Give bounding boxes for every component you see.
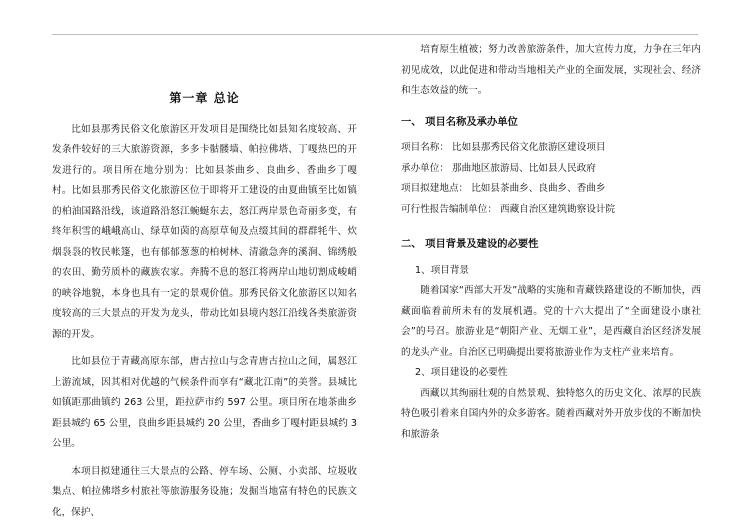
project-name-line: 项目名称： 比如县那秀民俗文化旅游区建设项目 bbox=[401, 142, 606, 153]
chapter-title: 第一章 总论 bbox=[169, 91, 240, 105]
location-line: 项目拟建地点： 比如县茶曲乡、良曲乡、香曲乡 bbox=[401, 183, 606, 194]
header-rule bbox=[52, 34, 698, 35]
organizer-line: 承办单位： 那曲地区旅游局、比如县人民政府 bbox=[401, 162, 596, 174]
left-column bbox=[52, 40, 357, 523]
location-paragraph: 比如县位于青藏高原东部，唐古拉山与念青唐古拉山之间，属怒江上游流域，因其相对优越的气候条件而享有“藏北江南”的美誉。县城比如镇距那曲镇约 263 公里，距拉萨市约 597 公里。项目所在地茶曲乡距县城约 65 公里，良曲乡距县城约 20 公里，香曲乡丁嘎村距县城约 3 公里。 bbox=[52, 356, 357, 449]
section-heading-name-unit: 一、 项目名称及承办单位 bbox=[401, 115, 518, 128]
subheading-background: 1、项目背景 bbox=[415, 264, 470, 276]
necessity-paragraph: 西藏以其绚丽壮观的自然景观、独特悠久的历史文化、浓厚的民族特色吸引着来自国内外的众多游客。随着西藏对外开放步伐的不断加快和旅游条 bbox=[401, 387, 701, 440]
plan-paragraph: 本项目拟建通往三大景点的公路、停车场、公厕、小卖部、垃圾收集点、帕拉佛塔乡村旅社等旅游服务设施；发掘当地富有特色的民族文化，保护、 bbox=[52, 465, 357, 518]
intro-paragraph: 比如县那秀民俗文化旅游区开发项目是围绕比如县知名度较高、开发条件较好的三大旅游资源，多多卡骷髅墙、帕拉佛塔、丁嘎热巴的开发进行的。项目所在地分别为：比如县茶曲乡、良曲乡、香曲乡丁嘎村。比如县那秀民俗文化旅游区位于即将开工建设的由夏曲镇至比如镇的柏油国路沿线，该道路沿怒江蜿蜒东去，怒江两岸景色奇丽多变，有终年积雪的峨峨高山、绿草如茵的高原草甸及点缀其间的群群牦牛、炊烟袅袅的牧民帐篷，也有郁郁葱葱的柏树林、清澈急奔的溪涧、锦绣般的农田、勤劳质朴的藏族农家。奔腾不息的怒江将两岸山地切割成峻峭的峡谷地貌，本身也具有一定的景观价值。那秀民俗文化旅游区以知名度较高的三大景点的开发为龙头，带动比如县境内怒江沿线各类旅游资源的开发。 bbox=[52, 123, 357, 340]
report-unit-line: 可行性报告编制单位： 西藏自治区建筑勘察设计院 bbox=[401, 203, 616, 215]
continued-paragraph: 培育原生植被；努力改善旅游条件，加大宣传力度，力争在三年内初见成效，以此促进和带动当地相关产业的全面发展，实现社会、经济和生态效益的统一。 bbox=[401, 44, 701, 96]
subheading-necessity: 2、项目建设的必要性 bbox=[415, 367, 508, 378]
section-heading-background: 二、 项目背景及建设的必要性 bbox=[401, 238, 539, 250]
right-column bbox=[401, 40, 701, 445]
background-paragraph: 随着国家“西部大开发”战略的实施和青藏铁路建设的不断加快，西藏面临着前所未有的发展机遇。党的十六大提出了“全面建设小康社会”的号召。旅游业是“朝阳产业、无烟工业”，是西藏自治区经济发展的龙头产业。自治区已明确提出要将旅游业作为支柱产业来培育。 bbox=[401, 285, 701, 358]
